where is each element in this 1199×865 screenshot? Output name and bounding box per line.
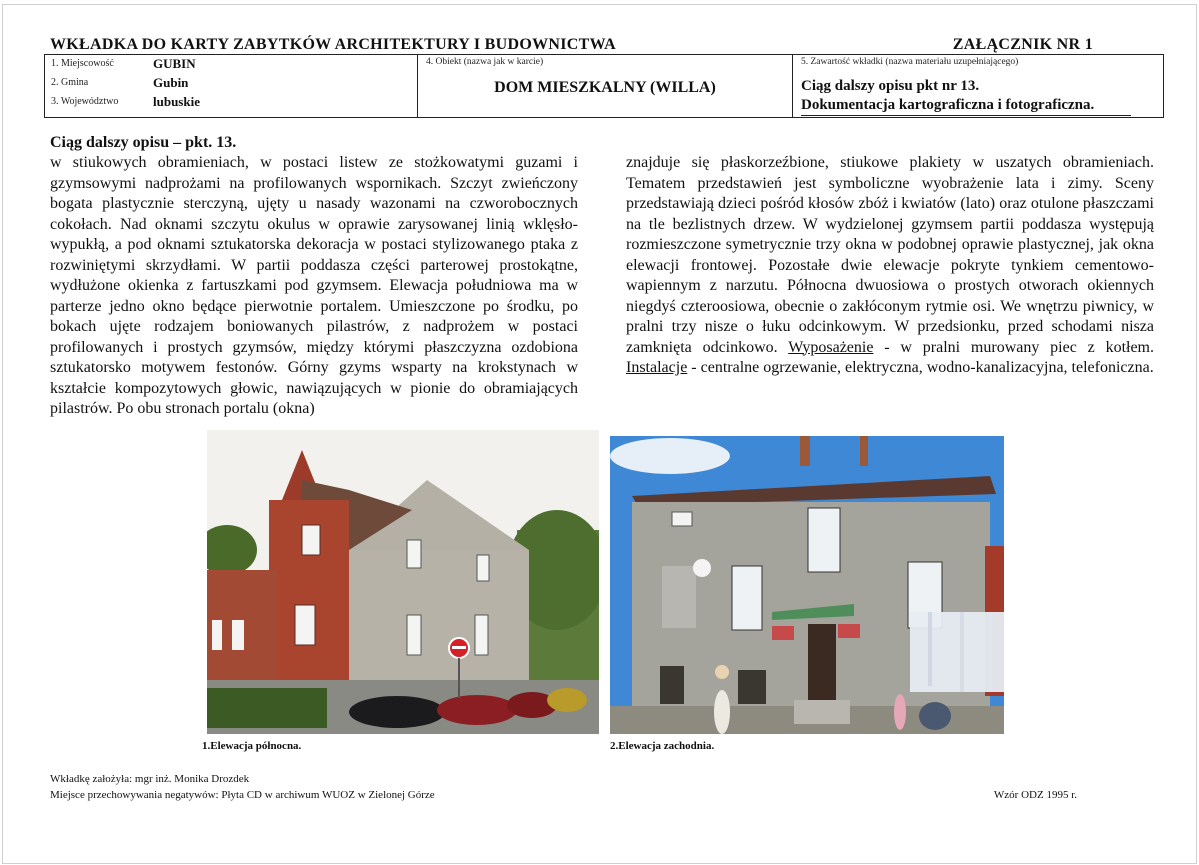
object-cell bbox=[418, 55, 793, 117]
content-cell bbox=[793, 55, 1163, 117]
location-label: 1. Miejscowość bbox=[51, 58, 114, 69]
north-elevation-image bbox=[207, 430, 599, 734]
location-row bbox=[51, 96, 200, 110]
content-value bbox=[801, 77, 1131, 116]
footer-template: Wzór ODZ 1995 r. bbox=[993, 789, 1077, 801]
description-text: znajduje się płaskorzeźbione, stiukowe plakiety w uszatych obramieniach. Tematem przedstawień jest symboliczne wyobrażenie lata i zimy. Sceny przedstawiają dzieci pośród kłosów zbóż i kwiatów (lato) oraz otulone płaszczami na tle bezlistnych drzew. W wydzielonej gzymsem partii poddasza występują rozmieszczone symetrycznie trzy okna w podobnej oprawie plastycznej, jak okna elewacji frontowej. Pozostałe dwie elewacje pokryte tynkiem cementowo-wapiennym z narzutu. Północna dwuosiowa o prostych otworach okiennych niegdyś czteroosiowa, obecnie o zakłóconym rytmie osi. We wnętrzu piwnicy, w pralni trzy nisze o łuku odcinkowym. W przedsionku, przed schodami nisza zamknięta odcinkowo. bbox=[626, 154, 1154, 356]
location-value: Gubin bbox=[153, 75, 189, 90]
page-border bbox=[2, 4, 1197, 864]
equipment-heading: Wyposażenie bbox=[788, 338, 874, 356]
content-label: 5. Zawartość wkładki (nazwa materiału uzupełniającego) bbox=[801, 57, 1019, 67]
header-table bbox=[44, 54, 1164, 118]
footer-author: Wkładkę założyła: mgr inż. Monika Drozdek bbox=[50, 773, 250, 785]
location-label: 2. Gmina bbox=[51, 77, 89, 88]
section-heading: Ciąg dalszy opisu – pkt. 13. bbox=[50, 134, 237, 151]
photo-west-elevation bbox=[610, 436, 1004, 734]
installations-heading: Instalacje bbox=[626, 359, 688, 376]
description-left-column: w stiukowych obramieniach, w postaci listew ze stożkowatymi guzami i gzymsowymi nadprożami na profilowanych wspornikach. Szczyt zwieńczony bogata plastycznie sterczyną, ujęty u nasady wazonami na czworobocznych cokołach. Nad oknami szczytu okulus w oprawie zarysowanej linią wklęsło-wypukłą, a pod oknami sztukatorska dekoracja w postaci stylizowanego ptaka z rozwiniętymi skrzydłami. W partii poddasza części parterowej prostokątne, wydłużone okienka z fartuszkami pod gzymsem. Elewacja południowa ma w parterze jedno okno będące pierwotnie portalem. Umieszczone po środku, po bokach ujęte rodzajem boniowanych pilastrów, z nadprożem w postaci profilowanych i prostych gzymsów, między którymi płaszczyzna ozdobiona sztukatorsko motywem festonów. Górny gzyms wsparty na krokstynach w kształcie kompozytowych głowic, nawiązujących w pionie do obramiających pilastrów. Po obu stronach portalu (okna) bbox=[50, 154, 578, 417]
object-value: DOM MIESZKALNY (WILLA) bbox=[494, 79, 716, 96]
annex-number: ZAŁĄCZNIK NR 1 bbox=[952, 36, 1093, 53]
location-value: GUBIN bbox=[153, 56, 196, 71]
photo-caption: 1.Elewacja północna. bbox=[202, 740, 302, 752]
description-right-column bbox=[626, 153, 1154, 379]
description-text: - w pralni murowany piec z kotłem. bbox=[873, 338, 1155, 356]
location-row bbox=[51, 58, 196, 72]
content-line: Dokumentacja kartograficzna i fotograficzna. bbox=[801, 96, 1131, 116]
photo-caption: 2.Elewacja zachodnia. bbox=[610, 740, 715, 752]
photo-north-elevation bbox=[207, 430, 599, 734]
object-label: 4. Obiekt (nazwa jak w karcie) bbox=[426, 57, 544, 67]
location-label: 3. Województwo bbox=[51, 96, 119, 107]
location-row bbox=[51, 77, 188, 91]
west-elevation-image bbox=[610, 436, 1004, 734]
footer-storage: Miejsce przechowywania negatywów: Płyta CD w archiwum WUOZ w Zielonej Górze bbox=[50, 789, 435, 801]
content-line: Ciąg dalszy opisu pkt nr 13. bbox=[801, 78, 980, 94]
location-value: lubuskie bbox=[153, 94, 200, 109]
description-text: - centralne ogrzewanie, elektryczna, wodno-kanalizacyjna, telefoniczna. bbox=[687, 359, 1154, 376]
document-title: WKŁADKA DO KARTY ZABYTKÓW ARCHITEKTURY I BUDOWNICTWA bbox=[50, 36, 616, 53]
location-cell bbox=[45, 55, 418, 117]
